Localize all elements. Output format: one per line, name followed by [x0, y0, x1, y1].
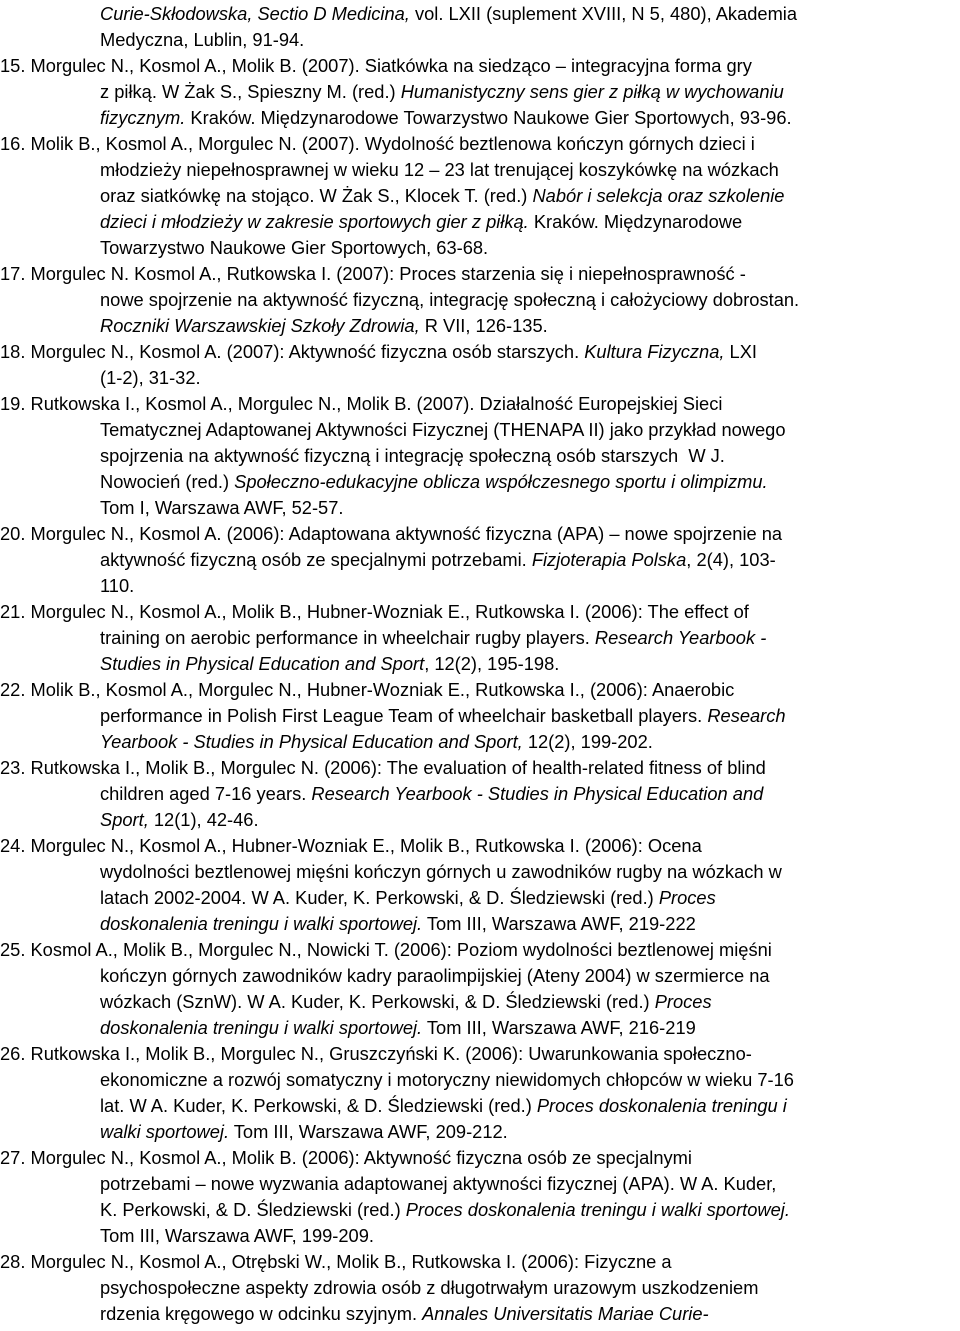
- reference-line: [0, 1145, 692, 1171]
- text-run: 16. Molik B., Kosmol A., Morgulec N. (2007). Wydolność beztlenowa kończyn górnych dzieci i: [0, 133, 755, 154]
- reference-line: [100, 469, 768, 495]
- italic-text: Proces doskonalenia treningu i walki sportowej.: [405, 1199, 790, 1220]
- text-run: rdzenia kręgowego w odcinku szyjnym.: [100, 1303, 423, 1324]
- reference-line: [100, 781, 763, 807]
- text-run: children aged 7-16 years.: [100, 783, 312, 804]
- reference-line: [100, 1093, 787, 1119]
- reference-line: [100, 859, 782, 885]
- text-run: Tom III, Warszawa AWF, 199-209.: [100, 1225, 374, 1246]
- reference-line: [100, 209, 742, 235]
- reference-line: [100, 183, 784, 209]
- reference-line: [100, 365, 201, 391]
- text-run: spojrzenia na aktywność fizyczną i integrację społeczną osób starszych W J.: [100, 445, 725, 466]
- text-run: , 2(4), 103-: [686, 549, 776, 570]
- reference-line: [0, 833, 702, 859]
- text-run: 20. Morgulec N., Kosmol A. (2006): Adaptowana aktywność fizyczna (APA) – nowe spojrzenie na: [0, 523, 783, 544]
- reference-line: [0, 755, 766, 781]
- text-run: 23. Rutkowska I., Molik B., Morgulec N. (2006): The evaluation of health-related fitness of blind: [0, 757, 766, 778]
- text-run: potrzebami – nowe wyzwania adaptowanej aktywności fizycznej (APA). W A. Kuder,: [100, 1173, 777, 1194]
- reference-line: [100, 963, 770, 989]
- reference-line: [100, 1, 797, 27]
- text-run: wózkach (SznW). W A. Kuder, K. Perkowski, & D. Śledziewski (red.): [100, 991, 655, 1012]
- italic-text: Studies in Physical Education and Sport: [100, 653, 425, 674]
- text-run: Towarzystwo Naukowe Gier Sportowych, 63-68.: [100, 237, 489, 258]
- reference-line: [100, 885, 716, 911]
- italic-text: Roczniki Warszawskiej Szkoły Zdrowia,: [100, 315, 420, 336]
- reference-line: [100, 573, 134, 599]
- reference-line: [100, 157, 779, 183]
- text-run: psychospołeczne aspekty zdrowia osób z długotrwałym urazowym uszkodzeniem: [100, 1277, 759, 1298]
- text-run: Tom III, Warszawa AWF, 209-212.: [229, 1121, 508, 1142]
- italic-text: Kultura Fizyczna,: [584, 341, 725, 362]
- reference-line: [100, 27, 304, 53]
- reference-line: [0, 1041, 752, 1067]
- italic-text: Nabór i selekcja oraz szkolenie: [532, 185, 785, 206]
- reference-line: [100, 443, 725, 469]
- text-run: 24. Morgulec N., Kosmol A., Hubner-Wozniak E., Molik B., Rutkowska I. (2006): Ocena: [0, 835, 702, 856]
- italic-text: Research Yearbook - Studies in Physical Education and: [311, 783, 764, 804]
- text-run: 19. Rutkowska I., Kosmol A., Morgulec N., Molik B. (2007). Działalność Europejskiej Sieci: [0, 393, 723, 414]
- reference-line: [100, 625, 766, 651]
- reference-line: [0, 599, 749, 625]
- reference-line: [100, 1119, 508, 1145]
- reference-line: [0, 677, 734, 703]
- text-run: 27. Morgulec N., Kosmol A., Molik B. (2006): Aktywność fizyczna osób ze specjalnymi: [0, 1147, 692, 1168]
- text-run: LXI: [724, 341, 757, 362]
- text-run: vol. LXII (suplement XVIII, N 5, 480), Akademia: [409, 3, 798, 24]
- reference-line: [100, 495, 343, 521]
- text-run: 110.: [100, 575, 135, 596]
- reference-line: [100, 703, 786, 729]
- italic-text: doskonalenia treningu i walki sportowej.: [100, 1017, 423, 1038]
- text-run: młodzieży niepełnosprawnej w wieku 12 – 23 lat trenującej koszykówkę na wózkach: [100, 159, 779, 180]
- reference-line: [100, 911, 696, 937]
- reference-line: [100, 1067, 794, 1093]
- italic-text: Proces: [654, 991, 712, 1012]
- italic-text: Proces: [658, 887, 716, 908]
- text-run: 25. Kosmol A., Molik B., Morgulec N., Nowicki T. (2006): Poziom wydolności beztlenowej mięśni: [0, 939, 772, 960]
- text-run: 28. Morgulec N., Kosmol A., Otrębski W., Molik B., Rutkowska I. (2006): Fizyczne a: [0, 1251, 672, 1272]
- reference-line: [100, 1171, 776, 1197]
- text-run: K. Perkowski, & D. Śledziewski (red.): [100, 1199, 406, 1220]
- reference-line: [100, 313, 548, 339]
- reference-line: [100, 1197, 790, 1223]
- text-run: lat. W A. Kuder, K. Perkowski, & D. Śledziewski (red.): [100, 1095, 537, 1116]
- text-run: training on aerobic performance in wheelchair rugby players.: [100, 627, 595, 648]
- reference-line: [0, 391, 722, 417]
- text-run: 17. Morgulec N. Kosmol A., Rutkowska I. (2007): Proces starzenia się i niepełnosprawność -: [0, 263, 746, 284]
- italic-text: doskonalenia treningu i walki sportowej.: [100, 913, 423, 934]
- reference-line: [0, 131, 755, 157]
- reference-line: [100, 79, 784, 105]
- reference-line: [0, 53, 752, 79]
- reference-line: [100, 807, 259, 833]
- italic-text: Research Yearbook -: [594, 627, 767, 648]
- italic-text: Curie-Skłodowska, Sectio D Medicina,: [100, 3, 410, 24]
- italic-text: Research: [707, 705, 786, 726]
- text-run: 18. Morgulec N., Kosmol A. (2007): Aktywność fizyczna osób starszych.: [0, 341, 585, 362]
- reference-line: [100, 729, 653, 755]
- italic-text: Humanistyczny sens gier z piłką w wychowaniu: [400, 81, 784, 102]
- italic-text: walki sportowej.: [100, 1121, 230, 1142]
- reference-line: [0, 937, 772, 963]
- italic-text: Proces doskonalenia treningu i: [536, 1095, 787, 1116]
- italic-text: fizycznym.: [100, 107, 186, 128]
- text-run: Tom III, Warszawa AWF, 219-222: [422, 913, 696, 934]
- text-run: Kraków. Międzynarodowe: [528, 211, 743, 232]
- text-run: Tematycznej Adaptowanej Aktywności Fizycznej (THENAPA II) jako przykład nowego: [100, 419, 786, 440]
- reference-line: [100, 105, 792, 131]
- reference-line: [100, 1015, 696, 1041]
- reference-line: [100, 1301, 709, 1327]
- text-run: z piłką. W Żak S., Spieszny M. (red.): [100, 81, 401, 102]
- text-run: aktywność fizyczną osób ze specjalnymi potrzebami.: [100, 549, 532, 570]
- text-run: Tom I, Warszawa AWF, 52-57.: [100, 497, 344, 518]
- reference-line: [100, 235, 488, 261]
- italic-text: Yearbook - Studies in Physical Education and Sport,: [100, 731, 523, 752]
- reference-line: [0, 339, 757, 365]
- text-run: 12(2), 199-202.: [522, 731, 653, 752]
- reference-line: [0, 521, 782, 547]
- text-run: 15. Morgulec N., Kosmol A., Molik B. (2007). Siatkówka na siedząco – integracyjna forma gry: [0, 55, 752, 76]
- text-run: oraz siatkówkę na stojąco. W Żak S., Klocek T. (red.): [100, 185, 533, 206]
- text-run: performance in Polish First League Team of wheelchair basketball players.: [100, 705, 708, 726]
- text-run: ekonomiczne a rozwój somatyczny i motoryczny niewidomych chłopców w wieku 7-16: [100, 1069, 794, 1090]
- text-run: latach 2002-2004. W A. Kuder, K. Perkowski, & D. Śledziewski (red.): [100, 887, 659, 908]
- text-run: 22. Molik B., Kosmol A., Morgulec N., Hubner-Wozniak E., Rutkowska I., (2006): Anaerobic: [0, 679, 735, 700]
- reference-line: [100, 547, 776, 573]
- text-run: (1-2), 31-32.: [100, 367, 201, 388]
- text-run: 12(1), 42-46.: [148, 809, 259, 830]
- italic-text: Annales Universitatis Mariae Curie-: [422, 1303, 709, 1324]
- text-run: nowe spojrzenie na aktywność fizyczną, integrację społeczną i całożyciowy dobrostan.: [100, 289, 800, 310]
- text-run: 21. Morgulec N., Kosmol A., Molik B., Hubner-Wozniak E., Rutkowska I. (2006): The effect of: [0, 601, 749, 622]
- reference-line: [100, 989, 712, 1015]
- text-run: kończyn górnych zawodników kadry paraolimpijskiej (Ateny 2004) w szermierce na: [100, 965, 770, 986]
- text-run: Kraków. Międzynarodowe Towarzystwo Naukowe Gier Sportowych, 93-96.: [185, 107, 792, 128]
- text-run: 26. Rutkowska I., Molik B., Morgulec N., Gruszczyński K. (2006): Uwarunkowania społeczno-: [0, 1043, 752, 1064]
- italic-text: Sport,: [100, 809, 149, 830]
- text-run: Nowocień (red.): [100, 471, 235, 492]
- text-run: Tom III, Warszawa AWF, 216-219: [422, 1017, 696, 1038]
- text-run: Medyczna, Lublin, 91-94.: [100, 29, 305, 50]
- italic-text: Społeczno-edukacyjne oblicza współczesnego sportu i olimpizmu.: [234, 471, 768, 492]
- reference-line: [100, 1275, 758, 1301]
- reference-line: [100, 1223, 374, 1249]
- text-run: wydolności beztlenowej mięśni kończyn górnych u zawodników rugby na wózkach w: [100, 861, 782, 882]
- reference-line: [0, 261, 746, 287]
- italic-text: dzieci i młodzieży w zakresie sportowych gier z piłką.: [100, 211, 529, 232]
- reference-line: [0, 1249, 672, 1275]
- reference-line: [100, 417, 786, 443]
- italic-text: Fizjoterapia Polska: [531, 549, 687, 570]
- reference-line: [100, 287, 799, 313]
- reference-line: [100, 651, 559, 677]
- text-run: R VII, 126-135.: [419, 315, 548, 336]
- text-run: , 12(2), 195-198.: [424, 653, 560, 674]
